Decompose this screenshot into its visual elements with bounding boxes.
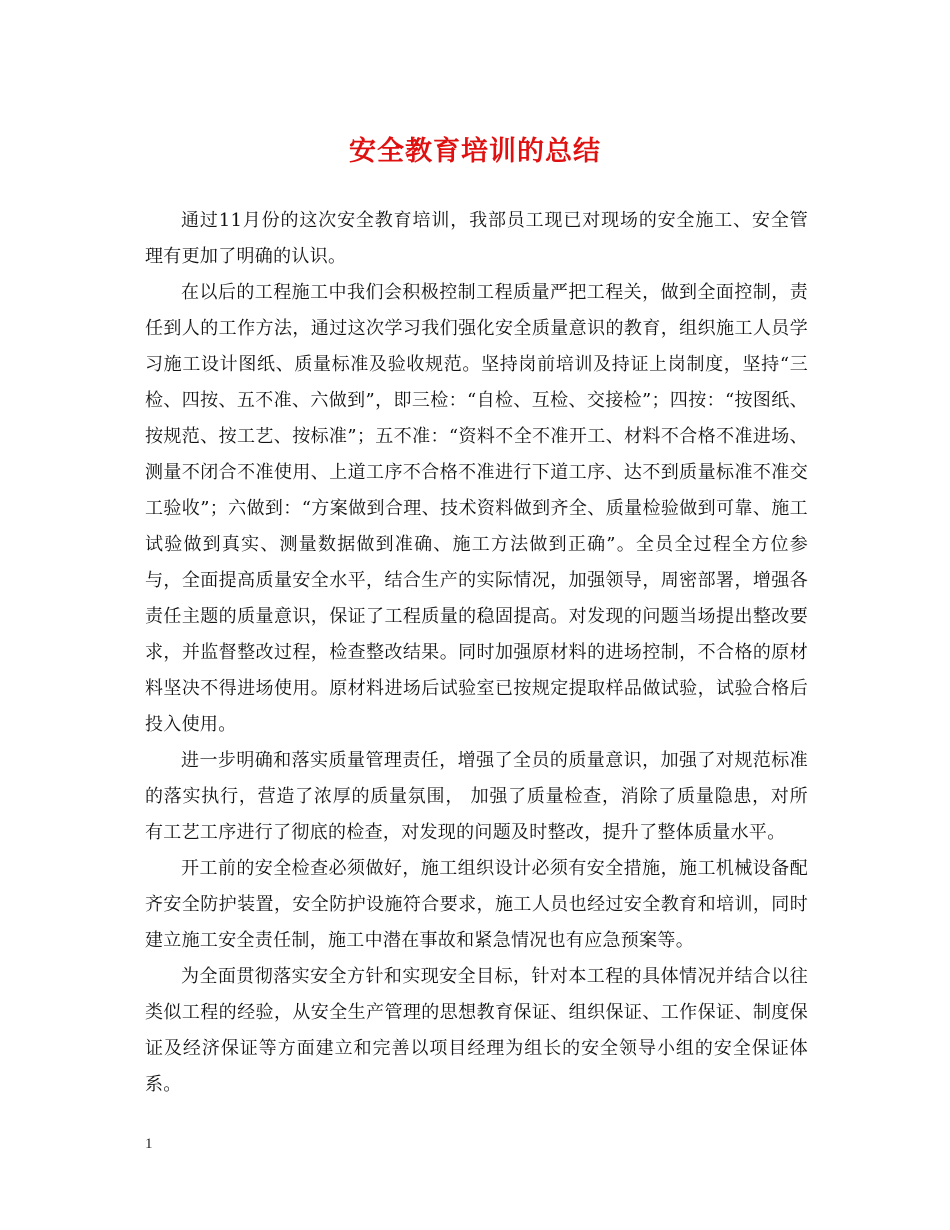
paragraph-5: 为全面贯彻落实安全方针和实现安全目标，针对本工程的具体情况并结合以往类似工程的经验，从安全生产管理的思想教育保证、组织保证、工作保证、制度保证及经济保证等方面建立和完善以项目经理为组长的安全领导小组的安全保证体系。 xyxy=(145,966,808,1095)
document-title: 安全教育培训的总结 xyxy=(349,136,601,167)
paragraph-3: 进一步明确和落实质量管理责任，增强了全员的质量意识，加强了对规范标准的落实执行，营造了浓厚的质量氛围， 加强了质量检查，消除了质量隐患，对所有工艺工序进行了彻底的检查，对发现的问题及时整改，提升了整体质量水平。 xyxy=(145,750,808,843)
page-number: 1 xyxy=(145,1136,153,1152)
paragraph-1: 通过11月份的这次安全教育培训，我部员工现已对现场的安全施工、安全管理有更加了明确的认识。 xyxy=(145,210,808,267)
paragraph-2: 在以后的工程施工中我们会积极控制工程质量严把工程关，做到全面控制，责任到人的工作方法，通过这次学习我们强化安全质量意识的教育，组织施工人员学习施工设计图纸、质量标准及验收规范。坚持岗前培训及持证上岗制度，坚持“三检、四按、五不准、六做到”，即三检：“自检、互检、交接检”；四按：“按图纸、按规范、按工艺、按标准”；五不准：“资料不全不准开工、材料不合格不准进场、测量不闭合不准使用、上道工序不合格不准进行下道工序、达不到质量标准不准交工验收”；六做到：“方案做到合理、技术资料做到齐全、质量检验做到可靠、施工试验做到真实、测量数据做到准确、施工方法做到正确”。全员全过程全方位参与，全面提高质量安全水平，结合生产的实际情况，加强领导，周密部署，增强各责任主题的质量意识，保证了工程质量的稳固提高。对发现的问题当场提出整改要求，并监督整改过程，检查整改结果。同时加强原材料的进场控制，不合格的原材料坚决不得进场使用。原材料进场后试验室已按规定提取样品做试验，试验合格后投入使用。 xyxy=(145,282,808,735)
paragraph-4: 开工前的安全检查必须做好，施工组织设计必须有安全措施，施工机械设备配齐安全防护装置，安全防护设施符合要求，施工人员也经过安全教育和培训，同时建立施工安全责任制，施工中潜在事故和紧急情况也有应急预案等。 xyxy=(145,858,808,951)
document-body xyxy=(145,203,808,1103)
